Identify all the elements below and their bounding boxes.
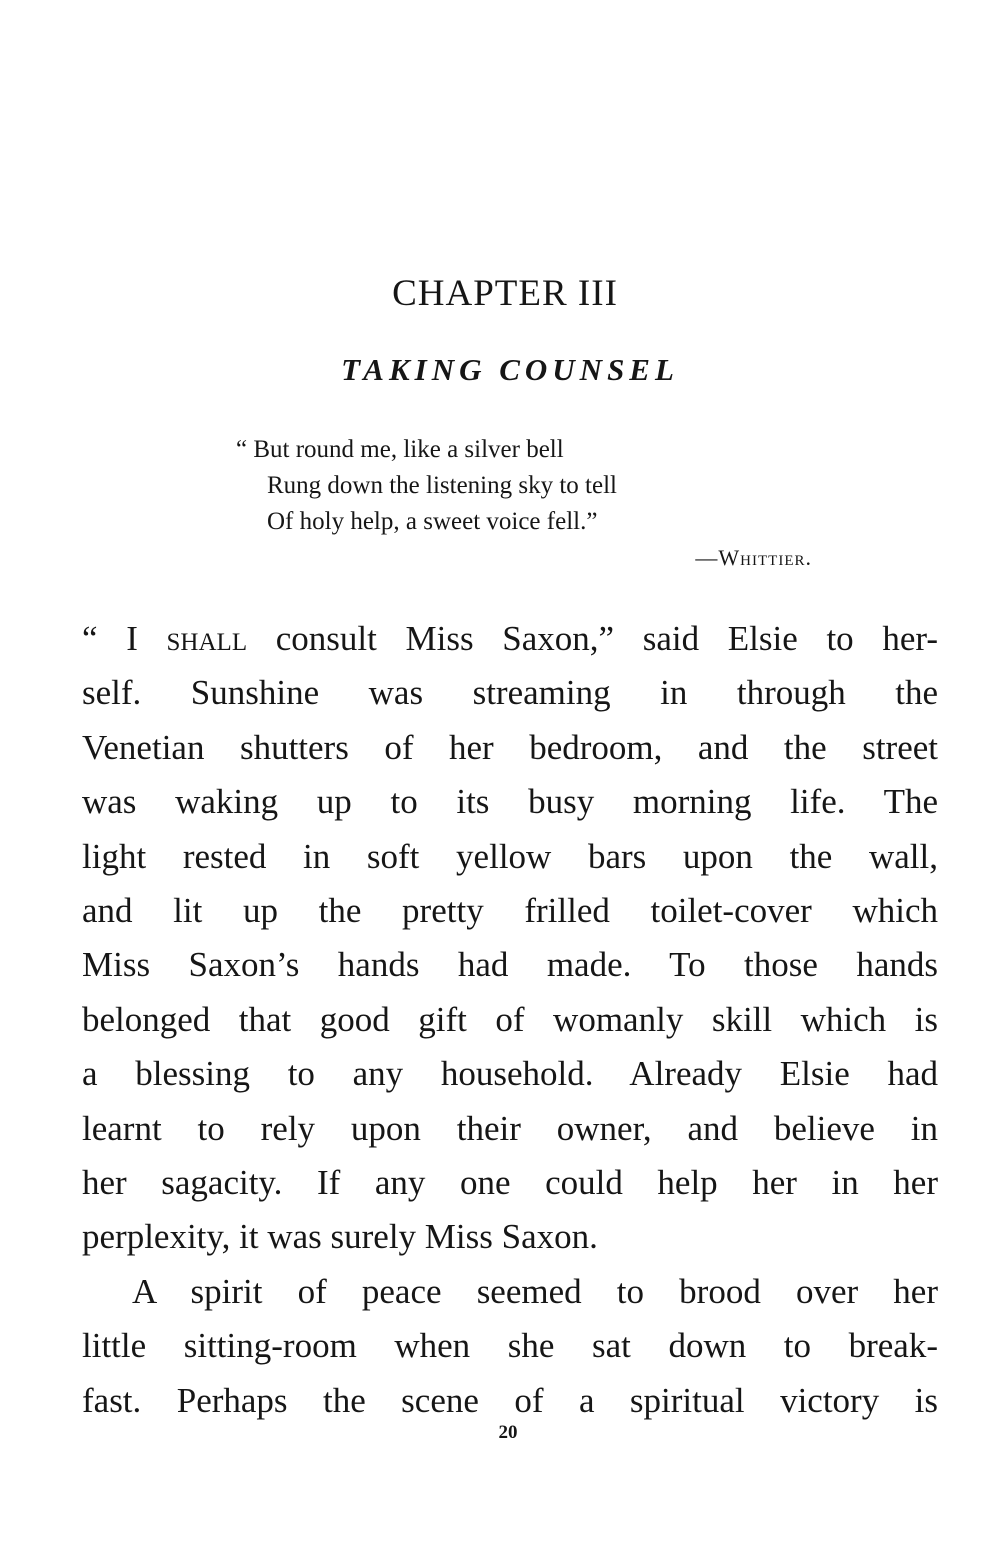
- paragraph-1-line-8: belonged that good gift of womanly skill which is: [82, 999, 938, 1039]
- chapter-number: CHAPTER III: [392, 273, 618, 314]
- paragraph-1-line-1: [82, 612, 938, 666]
- paragraph-1-line-9: a blessing to any household. Already Elsie had: [82, 1054, 938, 1094]
- body-text: [82, 612, 938, 1428]
- paragraph-1-line-2: self. Sunshine was streaming in through the: [82, 673, 938, 713]
- paragraph-1-line-7: Miss Saxon’s hands had made. To those hands: [82, 945, 938, 985]
- paragraph-1-line-4: was waking up to its busy morning life. The: [82, 782, 938, 822]
- paragraph-1-line-12: perplexity, it was surely Miss Saxon.: [82, 1217, 598, 1257]
- paragraph-2-line-3: fast. Perhaps the scene of a spiritual victory is: [82, 1380, 938, 1420]
- opening-smallcaps-word: shall: [166, 619, 248, 658]
- paragraph-2-line-1: A spirit of peace seemed to brood over her: [132, 1271, 938, 1311]
- line-1-rest: consult Miss Saxon,” said Elsie to her-: [247, 619, 938, 658]
- epigraph-line-3: Of holy help, a sweet voice fell.”: [267, 508, 598, 535]
- paragraph-1-line-6: and lit up the pretty frilled toilet-cover which: [82, 891, 938, 931]
- opening-quote: “ I: [82, 619, 167, 658]
- paragraph-2-line-2: little sitting-room when she sat down to break-: [82, 1326, 938, 1366]
- paragraph-1-line-11: her sagacity. If any one could help her in her: [82, 1163, 938, 1203]
- paragraph-1-line-5: light rested in soft yellow bars upon the wall,: [82, 836, 938, 876]
- epigraph-attribution: —Whittier.: [695, 545, 812, 570]
- paragraph-2: [82, 1265, 938, 1428]
- epigraph-line-2: Rung down the listening sky to tell: [267, 472, 617, 499]
- epigraph-line-1: “ But round me, like a silver bell: [236, 436, 564, 463]
- chapter-title: TAKING COUNSEL: [341, 352, 679, 387]
- paragraph-1: [82, 612, 938, 1265]
- paragraph-1-line-10: learnt to rely upon their owner, and believe in: [82, 1108, 938, 1148]
- epigraph: [236, 432, 836, 576]
- paragraph-1-line-3: Venetian shutters of her bedroom, and the street: [82, 727, 938, 767]
- page-number: 20: [498, 1422, 518, 1443]
